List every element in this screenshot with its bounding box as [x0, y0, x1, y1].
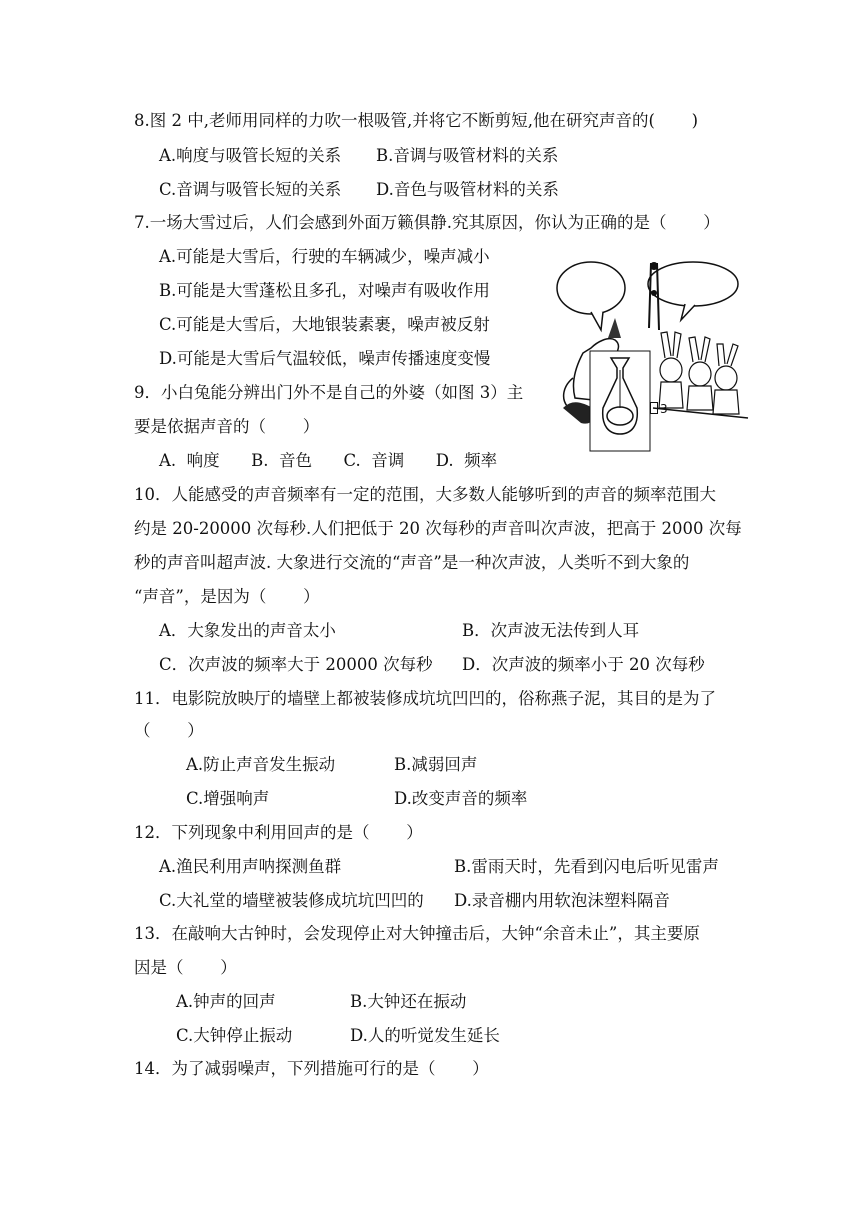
question-9-stem-line2: 要是依据声音的（ ）	[134, 417, 320, 436]
question-8-stem: 8.图 2 中,老师用同样的力吹一根吸管,并将它不断剪短,他在研究声音的( )	[134, 111, 699, 130]
question-12-stem: 12．下列现象中利用回声的是（ ）	[134, 823, 423, 842]
question-10-line2: 约是 20-20000 次每秒.人们把低于 20 次每秒的声音叫次声波，把高于 2000 次每	[134, 519, 742, 538]
question-11-option-b: B.减弱回声	[394, 755, 478, 774]
question-7-option-a: A.可能是大雪后，行驶的车辆减少，噪声减小	[159, 247, 490, 266]
cartoon-illustration	[553, 258, 753, 453]
question-10-option-a: A．大象发出的声音太小	[159, 621, 336, 640]
figure-label: 3	[650, 402, 668, 416]
question-13-line1: 13．在敲响大古钟时，会发现停止对大钟撞击后，大钟“余音未止”，其主要原	[134, 924, 700, 943]
question-13-option-a: A.钟声的回声	[176, 992, 276, 1011]
speech-bubble-left	[557, 262, 625, 314]
question-9-options: A. 响度 B. 音色 C. 音调 D. 频率	[159, 451, 498, 470]
question-13-option-d: D.人的听觉发生延长	[350, 1026, 500, 1045]
question-14-stem: 14．为了减弱噪声，下列措施可行的是（ ）	[134, 1059, 489, 1078]
question-7-option-d: D.可能是大雪后气温较低，噪声传播速度变慢	[159, 349, 491, 368]
question-8-option-c: C.音调与吸管长短的关系	[159, 180, 342, 199]
question-10-line3: 秒的声音叫超声波. 大象进行交流的“声音”是一种次声波，人类听不到大象的	[134, 553, 690, 572]
question-9-stem-line1: 9．小白兔能分辨出门外不是自己的外婆（如图 3）主	[134, 383, 524, 402]
question-11-line1: 11．电影院放映厅的墙壁上都被装修成坑坑凹凹的，俗称燕子泥，其目的是为了	[134, 689, 716, 708]
speech-bubble-right	[648, 262, 738, 306]
question-11-line2: （ ）	[134, 721, 204, 740]
question-10-line1: 10．人能感受的声音频率有一定的范围，大多数人能够听到的声音的频率范围大	[134, 485, 716, 504]
question-7-option-c: C.可能是大雪后，大地银装素裹，噪声被反射	[159, 315, 490, 334]
question-13-line2: 因是（ ）	[134, 958, 237, 977]
question-10-option-b: B．次声波无法传到人耳	[462, 621, 640, 640]
question-11-option-d: D.改变声音的频率	[394, 789, 528, 808]
question-10-option-d: D．次声波的频率小于 20 次每秒	[462, 655, 705, 674]
question-10-line4: “声音”，是因为（ ）	[134, 587, 320, 606]
question-7-stem: 7.一场大雪过后，人们会感到外面万籁俱静.究其原因，你认为正确的是（ ）	[134, 213, 720, 232]
question-11-option-a: A.防止声音发生振动	[186, 755, 336, 774]
figure-3-cartoon	[553, 258, 753, 453]
question-13-option-b: B.大钟还在振动	[350, 992, 467, 1011]
question-12-option-c: C.大礼堂的墙壁被装修成坑坑凹凹的	[159, 891, 424, 910]
question-8-option-d: D.音色与吸管材料的关系	[376, 180, 559, 199]
question-12-option-a: A.渔民利用声呐探测鱼群	[159, 857, 342, 876]
question-10-option-c: C．次声波的频率大于 20000 次每秒	[159, 655, 433, 674]
question-8-option-a: A.响度与吸管长短的关系	[159, 146, 342, 165]
question-8-option-b: B.音调与吸管材料的关系	[376, 146, 559, 165]
question-13-option-c: C.大钟停止振动	[176, 1026, 293, 1045]
question-12-option-d: D.录音棚内用软泡沫塑料隔音	[454, 891, 670, 910]
question-12-option-b: B.雷雨天时，先看到闪电后听见雷声	[454, 857, 719, 876]
question-7-option-b: B.可能是大雪蓬松且多孔，对噪声有吸收作用	[159, 281, 490, 300]
question-11-option-c: C.增强响声	[186, 789, 270, 808]
